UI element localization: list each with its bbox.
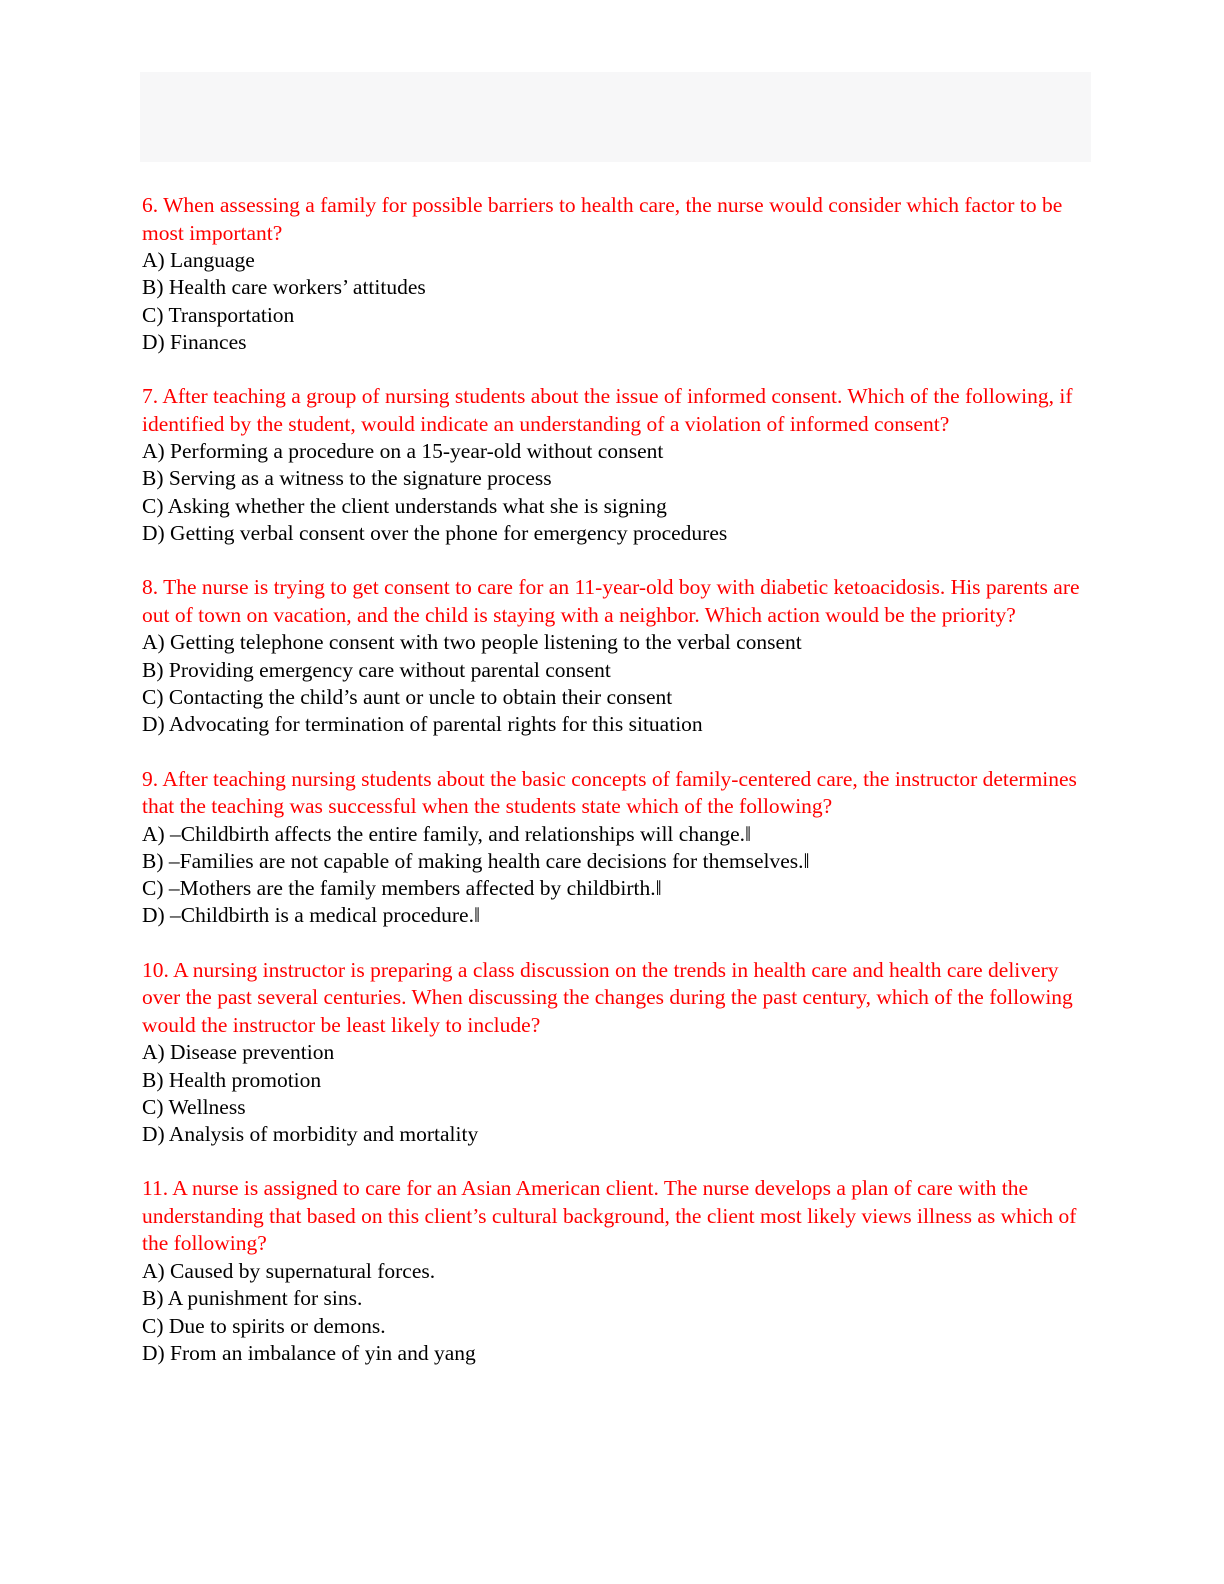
question-text: 10. A nursing instructor is preparing a class discussion on the trends in health care and health care delivery over the past several centuries. When discussing the changes during the past century, which of the following would the instructor be least likely to include? xyxy=(142,957,1073,1037)
answer-option-a: A) Disease prevention xyxy=(142,1040,335,1065)
answer-option-b: B) Health care workers’ attitudes xyxy=(142,275,426,300)
answer-options xyxy=(142,1258,1082,1367)
answer-option-b: B) Providing emergency care without parental consent xyxy=(142,657,611,682)
answer-option-d: D) Finances xyxy=(142,329,247,354)
question-text: 9. After teaching nursing students about the basic concepts of family-centered care, the instructor determines that the teaching was successful when the students state which of the following? xyxy=(142,766,1077,819)
answer-options xyxy=(142,247,1082,356)
question-11 xyxy=(142,1175,1082,1367)
answer-option-c: C) –Mothers are the family members affected by childbirth.‖ xyxy=(142,876,662,901)
question-6 xyxy=(142,192,1082,356)
question-7 xyxy=(142,383,1082,547)
answer-options xyxy=(142,821,1082,930)
answer-option-d: D) From an imbalance of yin and yang xyxy=(142,1340,476,1365)
answer-option-b: B) –Families are not capable of making health care decisions for themselves.‖ xyxy=(142,848,810,873)
answer-option-c: C) Contacting the child’s aunt or uncle to obtain their consent xyxy=(142,684,673,709)
header-band xyxy=(140,72,1091,162)
answer-option-c: C) Due to spirits or demons. xyxy=(142,1313,386,1338)
question-text: 7. After teaching a group of nursing students about the issue of informed consent. Which of the following, if identified by the student, would indicate an understanding of a violation of informed consent? xyxy=(142,384,1073,436)
answer-options xyxy=(142,438,1082,547)
answer-option-d: D) Advocating for termination of parental rights for this situation xyxy=(142,712,703,737)
answer-option-a: A) Language xyxy=(142,248,255,272)
answer-option-d: D) Analysis of morbidity and mortality xyxy=(142,1122,479,1147)
question-text: 11. A nurse is assigned to care for an Asian American client. The nurse develops a plan of care with the understanding that based on this client’s cultural background, the client most likely views illness as which of the following? xyxy=(142,1176,1077,1256)
answer-option-c: C) Asking whether the client understands what she is signing xyxy=(142,493,667,518)
answer-option-c: C) Transportation xyxy=(142,302,295,327)
answer-option-a: A) –Childbirth affects the entire family, and relationships will change.‖ xyxy=(142,821,752,846)
answer-option-d: D) –Childbirth is a medical procedure.‖ xyxy=(142,903,480,928)
question-9 xyxy=(142,766,1082,930)
question-text: 8. The nurse is trying to get consent to care for an 11-year-old boy with diabetic ketoacidosis. His parents are out of town on vacation, and the child is staying with a neighbor. Which action would be the priority? xyxy=(142,575,1080,627)
answer-option-b: B) Serving as a witness to the signature process xyxy=(142,466,552,491)
answer-option-a: A) Performing a procedure on a 15-year-old without consent xyxy=(142,439,664,464)
answer-option-b: B) Health promotion xyxy=(142,1067,322,1092)
answer-option-a: A) Getting telephone consent with two people listening to the verbal consent xyxy=(142,630,802,655)
answer-option-c: C) Wellness xyxy=(142,1094,246,1119)
question-8 xyxy=(142,574,1082,738)
question-10 xyxy=(142,957,1082,1149)
question-text: 6. When assessing a family for possible barriers to health care, the nurse would consider which factor to be most important? xyxy=(142,193,1063,245)
answer-option-d: D) Getting verbal consent over the phone for emergency procedures xyxy=(142,521,728,546)
answer-options xyxy=(142,1039,1082,1148)
answer-options xyxy=(142,629,1082,738)
question-list xyxy=(142,192,1082,1394)
answer-option-b: B) A punishment for sins. xyxy=(142,1286,363,1311)
answer-option-a: A) Caused by supernatural forces. xyxy=(142,1258,436,1283)
